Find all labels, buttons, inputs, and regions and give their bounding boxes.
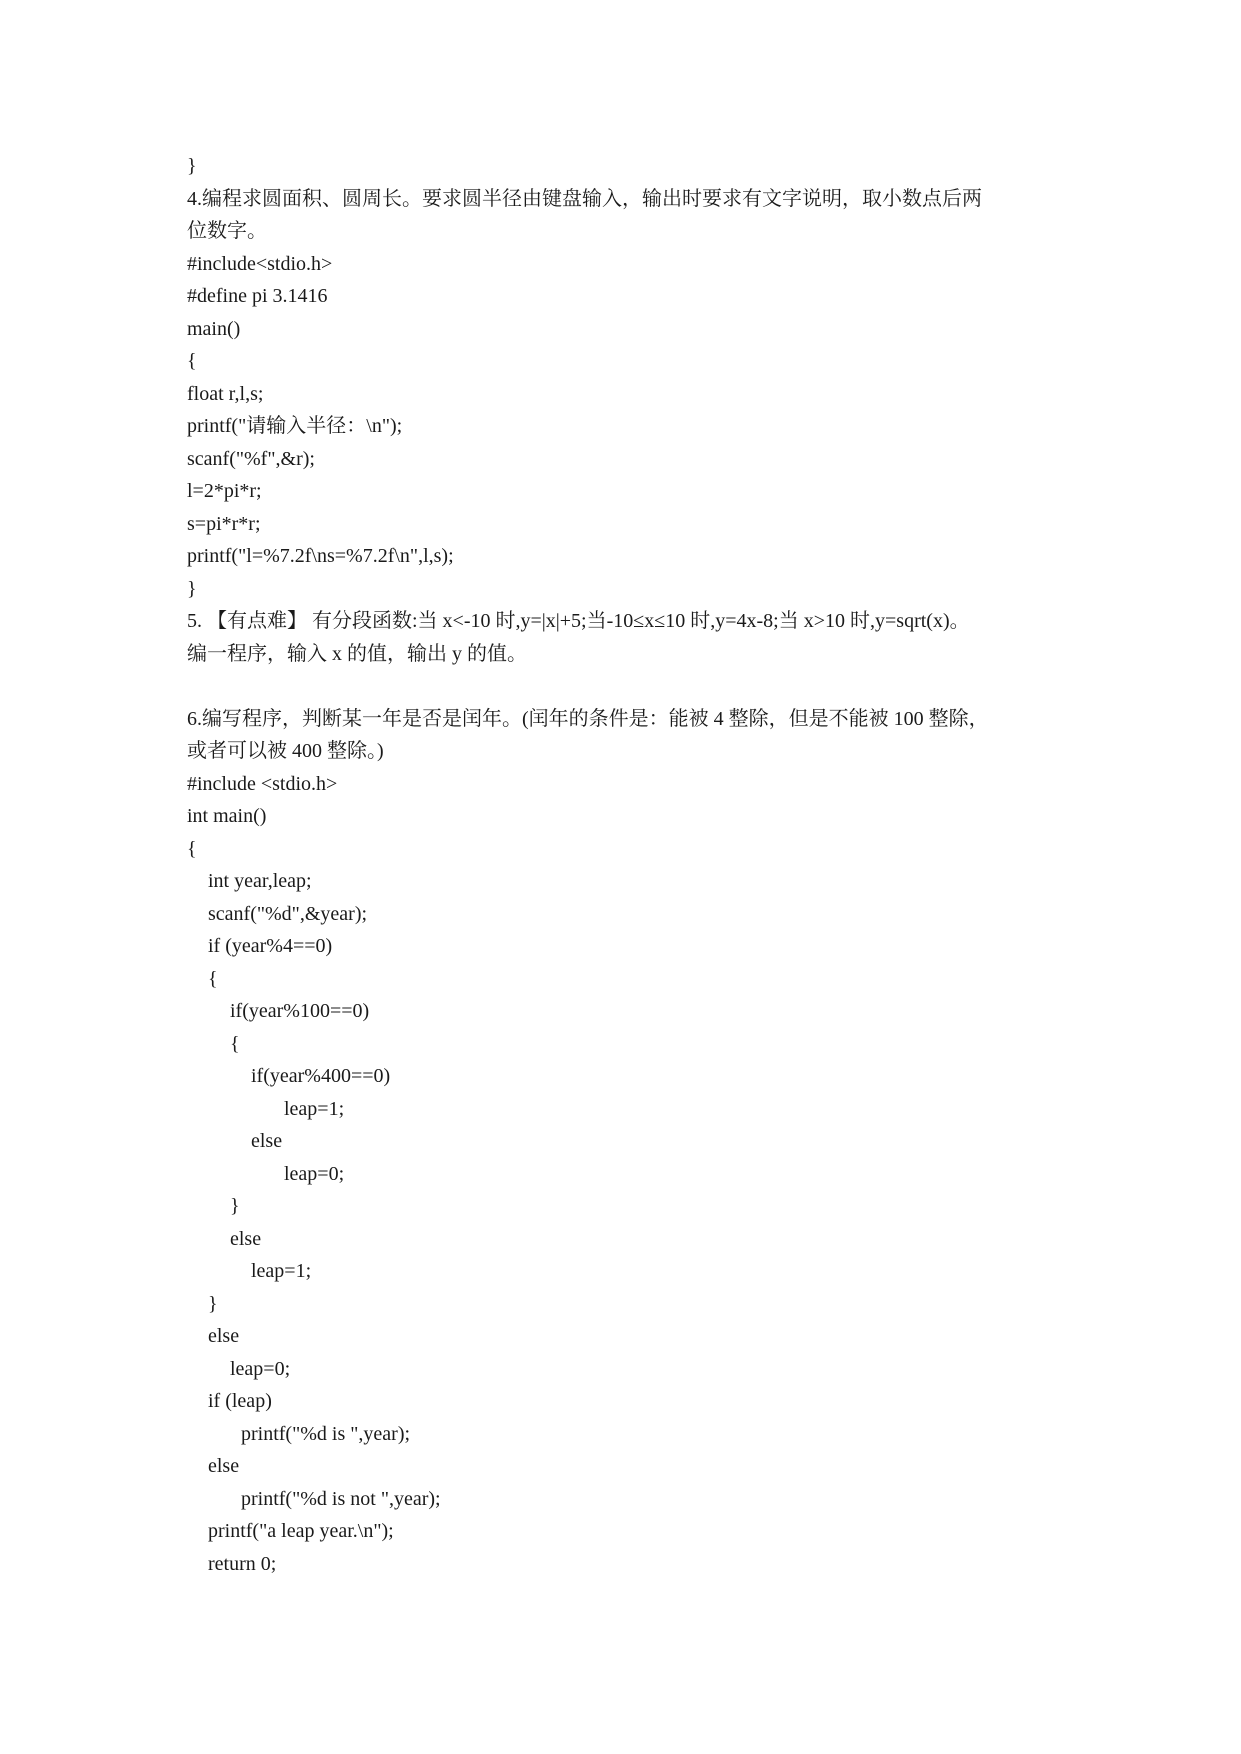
- code-line: leap=1;: [251, 1260, 312, 1282]
- code-line: main(): [187, 317, 241, 340]
- code-line: if(year%400==0): [251, 1065, 391, 1087]
- question-6-text: 6.编写程序，判断某一年是否是闰年。(闰年的条件是：能被 4 整除，但是不能被 100 整除，: [187, 707, 989, 730]
- question-4-text-cont: 位数字。: [187, 220, 267, 242]
- code-line: float r,l,s;: [187, 382, 264, 405]
- code-line: else: [251, 1130, 283, 1152]
- code-line: }: [187, 577, 197, 600]
- code-line: scanf("%f",&r);: [187, 447, 315, 470]
- question-6-text-cont: 或者可以被 400 整除。): [187, 740, 384, 762]
- code-line: l=2*pi*r;: [187, 480, 262, 502]
- code-line: leap=0;: [284, 1162, 345, 1185]
- code-line: leap=0;: [230, 1357, 291, 1380]
- code-line: {: [208, 967, 218, 990]
- code-line: {: [187, 350, 197, 372]
- code-line: if(year%100==0): [230, 1000, 370, 1022]
- code-line: s=pi*r*r;: [187, 512, 261, 535]
- code-line: leap=1;: [284, 1097, 345, 1120]
- code-line: else: [230, 1227, 262, 1250]
- code-line: #define pi 3.1416: [187, 285, 328, 307]
- code-line: int year,leap;: [208, 870, 312, 892]
- code-line: return 0;: [208, 1552, 277, 1575]
- code-line: {: [230, 1032, 240, 1055]
- code-line: }: [230, 1195, 240, 1217]
- code-line: if (leap): [208, 1390, 272, 1412]
- question-5-text-cont: 编一程序，输入 x 的值，输出 y 的值。: [187, 642, 527, 665]
- code-line: printf("%d is ",year);: [241, 1422, 411, 1445]
- code-line: else: [208, 1455, 240, 1477]
- code-line: printf("a leap year.\n");: [208, 1520, 394, 1542]
- code-line: #include <stdio.h>: [187, 772, 338, 795]
- question-4-text: 4.编程求圆面积、圆周长。要求圆半径由键盘输入，输出时要求有文字说明，取小数点后两: [187, 187, 982, 210]
- question-5-text: 5. 【有点难】 有分段函数:当 x<-10 时,y=|x|+5;当-10≤x≤10 时,y=4x-8;当 x>10 时,y=sqrt(x)。: [187, 610, 970, 632]
- closing-brace: }: [187, 155, 197, 177]
- code-line: printf("请输入半径：\n");: [187, 415, 403, 437]
- code-line: {: [187, 837, 197, 860]
- code-line: else: [208, 1325, 240, 1347]
- code-line: }: [208, 1292, 218, 1315]
- code-line: scanf("%d",&year);: [208, 902, 368, 925]
- code-line: printf("%d is not ",year);: [241, 1487, 441, 1510]
- code-line: printf("l=%7.2f\ns=%7.2f\n",l,s);: [187, 545, 454, 567]
- code-line: int main(): [187, 805, 267, 827]
- blank-line: [187, 670, 1087, 703]
- document-page: [187, 150, 1087, 1580]
- code-line: if (year%4==0): [208, 935, 333, 957]
- code-line: #include<stdio.h>: [187, 252, 333, 275]
